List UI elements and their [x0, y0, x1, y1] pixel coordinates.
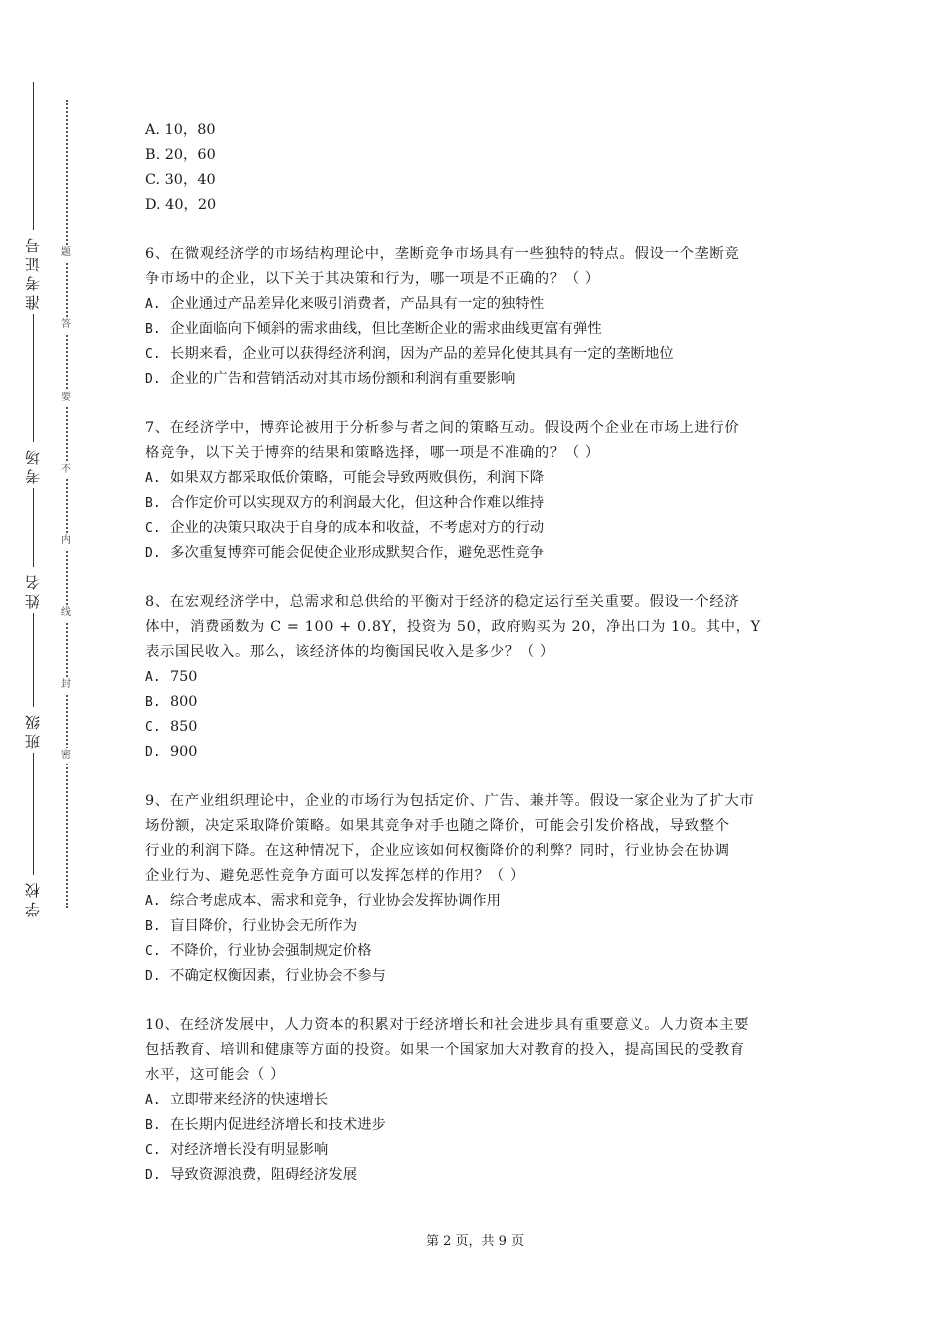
- seal-char: 封: [58, 677, 74, 693]
- seal-dotted-line: [66, 100, 68, 908]
- field-exam-room: [23, 382, 43, 567]
- option-d[interactable]: D. 企业的广告和营销活动对其市场份额和利润有重要影响: [145, 371, 516, 387]
- previous-question-options: [145, 118, 815, 218]
- option-c[interactable]: C. 企业的决策只取决于自身的成本和收益，不考虑对方的行动: [145, 520, 545, 536]
- option-d[interactable]: D. 900: [145, 744, 198, 760]
- field-label: 考场: [24, 446, 42, 484]
- question-6: [145, 242, 815, 392]
- option[interactable]: D. 40，20: [145, 197, 217, 213]
- question-stem: 7、在经济学中，博弈论被用于分析参与者之间的策略互动。假设两个企业在市场上进行价 格竞争，以下关于博弈的结果和策略选择，哪一项是不准确的？（ ）: [145, 420, 740, 461]
- option-b[interactable]: B. 在长期内促进经济增长和技术进步: [145, 1117, 386, 1133]
- option-a[interactable]: A. 企业通过产品差异化来吸引消费者，产品具有一定的独特性: [145, 296, 545, 312]
- option-c[interactable]: C. 对经济增长没有明显影响: [145, 1142, 329, 1158]
- question-stem: 6、在微观经济学的市场结构理论中，垄断竞争市场具有一些独特的特点。假设一个垄断竞 争市场中的企业，以下关于其决策和行为，哪一项是不正确的？（ ）: [145, 246, 740, 287]
- field-label: 学校: [24, 879, 42, 917]
- seal-char: 线: [58, 605, 74, 621]
- blank-line: [33, 613, 34, 707]
- seal-char: 要: [58, 390, 74, 406]
- field-label: 姓名: [24, 571, 42, 609]
- option[interactable]: C. 30，40: [145, 172, 216, 188]
- question-10: [145, 1013, 815, 1188]
- option-b[interactable]: B. 800: [145, 694, 198, 710]
- question-stem: 10、在经济发展中，人力资本的积累对于经济增长和社会进步具有重要意义。人力资本主要 包括教育、培训和健康等方面的投资。如果一个国家加大对教育的投入，提高国民的受教育 水平，这可能会（ ）: [145, 1017, 750, 1083]
- option-c[interactable]: C. 不降价，行业协会强制规定价格: [145, 943, 372, 959]
- blank-line: [33, 314, 34, 382]
- option-a[interactable]: A. 750: [145, 669, 198, 685]
- seal-char: 答: [58, 317, 74, 333]
- seal-char: 题: [58, 245, 74, 261]
- seal-char: 内: [58, 533, 74, 549]
- option-a[interactable]: A. 综合考虑成本、需求和竞争，行业协会发挥协调作用: [145, 893, 501, 909]
- field-label: 准考证号: [24, 234, 42, 310]
- field-school: [23, 875, 43, 935]
- question-stem: 9、在产业组织理论中，企业的市场行为包括定价、广告、兼并等。假设一家企业为了扩大市 场份额，决定采取降价策略。如果其竞争对手也随之降价，可能会引发价格战，导致整个 行业的利润下降。在这种情况下，企业应该如何权衡降价的利弊？同时，行业协会在协调 企业行为、避免恶性竞争方面可以发挥怎样的作用？（ ）: [145, 793, 755, 884]
- question-list: [145, 118, 815, 1212]
- blank-line: [33, 382, 34, 442]
- option-d[interactable]: D. 不确定权衡因素，行业协会不参与: [145, 968, 386, 984]
- seal-char: 密: [58, 748, 74, 764]
- question-9: [145, 789, 815, 989]
- option-c[interactable]: C. 850: [145, 719, 198, 735]
- option-b[interactable]: B. 合作定价可以实现双方的利润最大化，但这种合作难以维持: [145, 495, 545, 511]
- question-7: [145, 416, 815, 566]
- option-c[interactable]: C. 长期来看，企业可以获得经济利润，因为产品的差异化使其具有一定的垄断地位: [145, 346, 674, 362]
- option[interactable]: A. 10，80: [145, 122, 216, 138]
- option-d[interactable]: D. 多次重复博弈可能会促使企业形成默契合作，避免恶性竞争: [145, 545, 545, 561]
- question-8: [145, 590, 815, 765]
- option-a[interactable]: A. 立即带来经济的快速增长: [145, 1092, 329, 1108]
- option-b[interactable]: B. 企业面临向下倾斜的需求曲线，但比垄断企业的需求曲线更富有弹性: [145, 321, 602, 337]
- field-class: [23, 707, 43, 875]
- option[interactable]: B. 20，60: [145, 147, 216, 163]
- option-d[interactable]: D. 导致资源浪费，阻碍经济发展: [145, 1167, 358, 1183]
- question-stem: 8、在宏观经济学中，总需求和总供给的平衡对于经济的稳定运行至关重要。假设一个经济 体中，消费函数为 C = 100 + 0.8Y，投资为 50，政府购买为 20，净出口为 10。其中，Y 表示国民收入。那么，该经济体的均衡国民收入是多少？（ ）: [145, 594, 761, 660]
- page-number: 第 2 页，共 9 页: [425, 1234, 525, 1249]
- field-label: 班级: [24, 711, 42, 749]
- field-name: [23, 567, 43, 707]
- option-b[interactable]: B. 盲目降价，行业协会无所作为: [145, 918, 358, 934]
- blank-line: [33, 82, 34, 230]
- blank-line: [33, 753, 34, 875]
- option-a[interactable]: A. 如果双方都采取低价策略，可能会导致两败俱伤，利润下降: [145, 470, 545, 486]
- blank-line: [33, 488, 34, 567]
- field-exam-id: [23, 82, 43, 382]
- seal-char: 不: [58, 462, 74, 478]
